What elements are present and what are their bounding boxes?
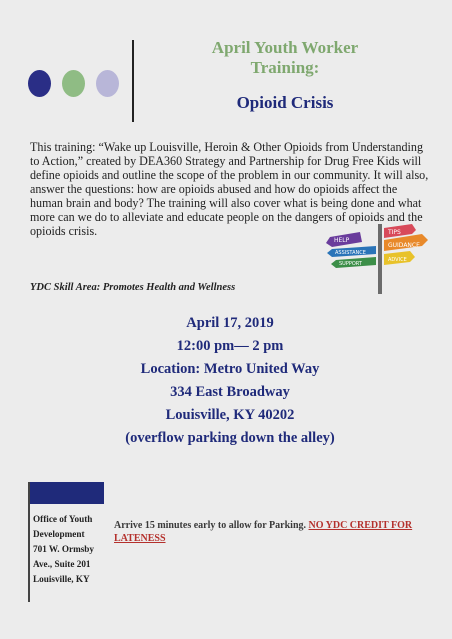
office-address — [33, 512, 109, 587]
office-line-5: Louisville, KY — [33, 574, 90, 584]
event-date: April 17, 2019 — [186, 315, 274, 331]
office-line-4: Ave., Suite 201 — [33, 559, 91, 569]
green-circle-icon — [62, 70, 85, 97]
arrival-text: Arrive 15 minutes early to allow for Parking. — [114, 520, 309, 531]
arrival-notice — [114, 519, 434, 545]
event-details — [30, 312, 430, 450]
skill-area: YDC Skill Area: Promotes Health and Wellness — [30, 282, 236, 293]
event-location: Location: Metro United Way — [140, 361, 320, 377]
sign-advice: ADVICE — [388, 257, 407, 263]
event-address: 334 East Broadway — [170, 384, 290, 400]
sign-tips: TIPS — [388, 229, 401, 236]
office-header-bar — [30, 482, 104, 504]
office-line-3: 701 W. Ormsby — [33, 544, 95, 554]
office-line-2: Development — [33, 529, 85, 539]
sign-guidance: GUIDANCE — [388, 242, 420, 249]
event-city: Louisville, KY 40202 — [165, 407, 295, 423]
navy-circle-icon — [28, 70, 51, 97]
sign-help: HELP — [334, 237, 350, 244]
title-line-2: Training: — [250, 58, 320, 77]
page-title — [140, 38, 430, 78]
sign-assistance: ASSISTANCE — [335, 250, 366, 256]
lavender-circle-icon — [96, 70, 119, 97]
lateness-warning: NO YDC CREDIT FOR LATENESS — [114, 520, 413, 544]
office-info-box — [28, 482, 106, 602]
signpost-illustration — [326, 220, 430, 296]
header-divider — [132, 40, 134, 122]
training-description: This training: “Wake up Louisville, Heroin & Other Opioids from Understanding to Action,” created by DEA360 Strategy and Partnership for Drug Free Kids will define opioids and outline the scope of the problem in our community. It will also, answer the questions: how are opioids abused and how do opioids affect the human brain and body? The training will also cover what is being done and what more can we do to alleviate and educate people on the dangers of opioids and the opioids crisis. — [30, 140, 429, 238]
sign-support: SUPPORT — [339, 261, 362, 267]
event-time: 12:00 pm— 2 pm — [176, 338, 284, 354]
office-line-1: Office of Youth — [33, 514, 93, 524]
title-line-1: April Youth Worker — [211, 38, 359, 57]
event-parking: (overflow parking down the alley) — [125, 430, 335, 446]
page-subtitle: Opioid Crisis — [236, 93, 334, 112]
